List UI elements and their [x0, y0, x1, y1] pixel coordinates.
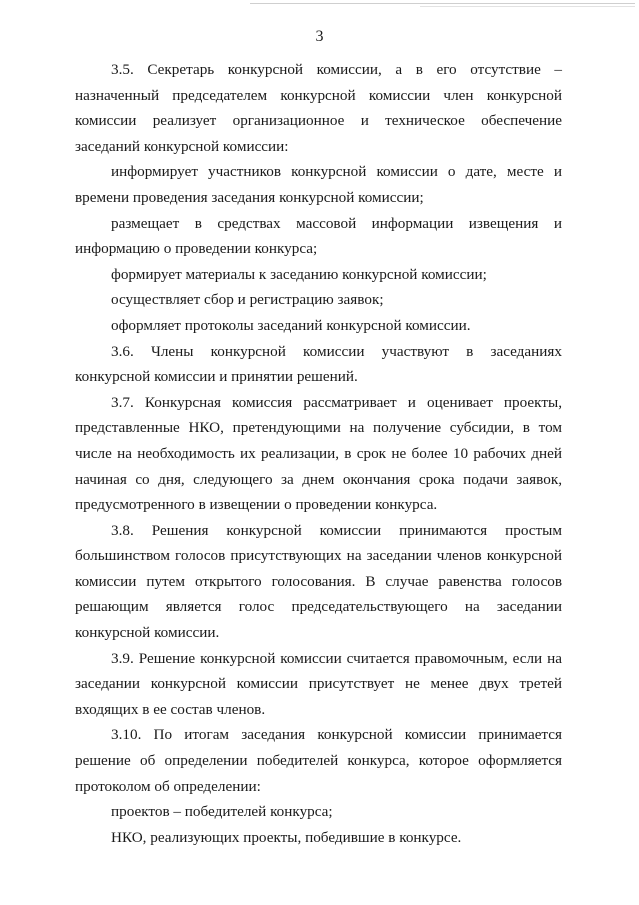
text-line: заседании конкурсной комиссии присутствует не менее двух третей [75, 675, 562, 693]
paragraph [75, 211, 562, 262]
text-line: начиная со дня, следующего за днем окончания срока подачи заявок, [75, 470, 562, 488]
text-line: 3.6. Члены конкурсной комиссии участвуют в заседаниях [111, 342, 562, 360]
text-line: решающим является голос председательствующего на заседании [75, 598, 562, 616]
text-line: конкурсной комиссии и принятии решений. [75, 368, 358, 386]
text-line: протоколом об определении: [75, 777, 261, 795]
text-line: большинством голосов присутствующих на заседании членов конкурсной [75, 547, 562, 565]
text-line: назначенный председателем конкурсной комиссии член конкурсной [75, 86, 562, 104]
text-line: времени проведения заседания конкурсной комиссии; [75, 188, 424, 206]
text-line: размещает в средствах массовой информации извещения и [111, 214, 562, 232]
text-line: представленные НКО, претендующими на получение субсидии, в том [75, 419, 562, 437]
paragraph [75, 646, 562, 723]
paragraph [75, 57, 562, 159]
text-line: формирует материалы к заседанию конкурсной комиссии; [111, 265, 487, 283]
text-line: информацию о проведении конкурса; [75, 240, 318, 258]
paragraph [75, 287, 562, 313]
text-line: решение об определении победителей конкурса, которое оформляется [75, 752, 562, 770]
text-line: НКО, реализующих проекты, победившие в конкурсе. [111, 828, 462, 846]
text-line: комиссии путем открытого голосования. В случае равенства голосов [75, 572, 562, 590]
text-line: входящих в ее состав членов. [75, 700, 266, 718]
text-line: информирует участников конкурсной комиссии о дате, месте и [111, 163, 562, 181]
text-line: осуществляет сбор и регистрацию заявок; [111, 291, 384, 309]
paragraph [75, 825, 562, 851]
text-line: заседаний конкурсной комиссии: [75, 137, 289, 155]
paragraph [75, 159, 562, 210]
paragraph [75, 339, 562, 390]
page-number: 3 [315, 28, 324, 45]
paragraph [75, 518, 562, 646]
text-line: конкурсной комиссии. [75, 624, 220, 642]
paragraph [75, 390, 562, 518]
text-line: 3.9. Решение конкурсной комиссии считается правомочным, если на [111, 649, 562, 667]
paragraph [75, 722, 562, 799]
text-line: проектов – победителей конкурса; [111, 803, 333, 821]
paragraph [75, 313, 562, 339]
paragraph [75, 799, 562, 825]
text-line: 3.5. Секретарь конкурсной комиссии, а в его отсутствие – [111, 61, 562, 78]
text-line: оформляет протоколы заседаний конкурсной комиссии. [111, 316, 471, 334]
text-line: 3.7. Конкурсная комиссия рассматривает и оценивает проекты, [111, 393, 562, 411]
text-line: 3.8. Решения конкурсной комиссии принимаются простым [111, 521, 562, 539]
document-body [75, 57, 562, 850]
scan-edge-line [420, 6, 635, 7]
paragraph [75, 262, 562, 288]
scan-edge-line [250, 3, 635, 4]
text-line: комиссии реализует организационное и техническое обеспечение [75, 112, 562, 130]
text-line: числе на необходимость их реализации, в срок не более 10 рабочих дней [75, 444, 562, 462]
text-line: 3.10. По итогам заседания конкурсной комиссии принимается [111, 726, 562, 744]
text-line: предусмотренного в извещении о проведении конкурса. [75, 496, 438, 514]
